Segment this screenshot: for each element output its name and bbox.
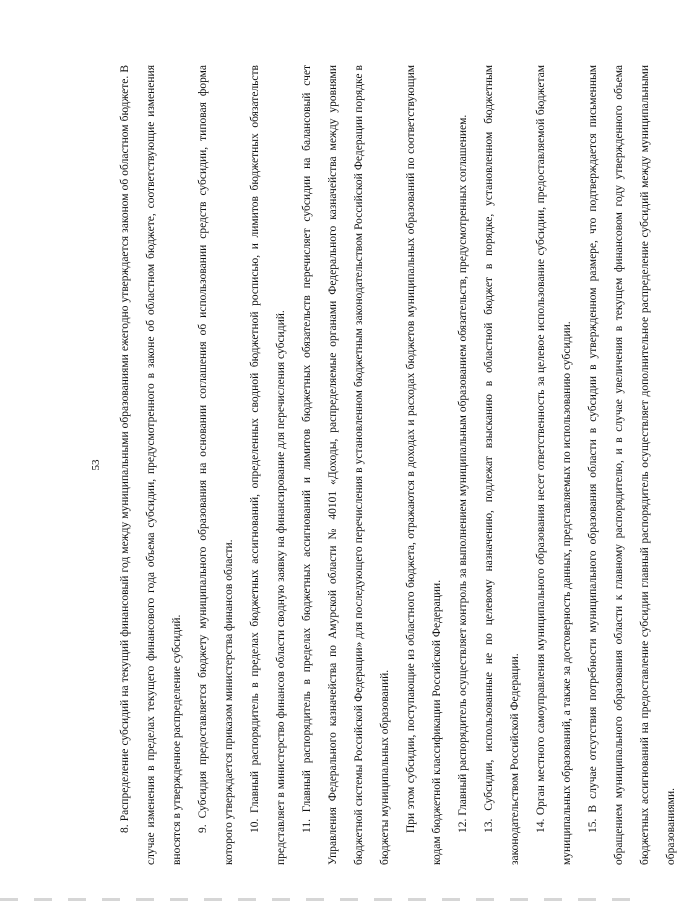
paragraph-8: 8. Распределение субсидий на текущий финансовый год между муниципальными образованиями ежегодно утверждается законом об областном бюджете. В случае изменения в пределах текущего финансового года объема субсидии, предусмотренного в законе об областном бюджете, соответствующие изменения вносятся в утвержденное распределение субсидий. xyxy=(119,65,183,865)
paragraph-14: 14. Орган местного самоуправления муниципального образования несет ответственность за целевое использование субсидии, предоставляемой бюджетам муниципальных образований, а также за достоверность данных, представляемых по использованию субсидии. xyxy=(535,65,573,865)
paragraph-15: 15. В случае отсутствия потребности муниципального образования области в субсидии в утвержденном размере, что подтверждается письменным обращением муниципального образования области к главному распорядителю, и в случае увеличения в текущем финансовом году утвержденного объема бюджетных ассигнований на предоставление субсидии главный распорядитель осуществляет дополнительное распределение субсидий между муниципальными образованиями. xyxy=(587,65,677,865)
paragraph-12: 12. Главный распорядитель осуществляет контроль за выполнением муниципальным образованием обязательств, предусмотренных соглашением. xyxy=(457,114,469,833)
page-number: 53 xyxy=(90,459,102,471)
paragraph-13: 13. Субсидии, использованные не по целевому назначению, подлежат взысканию в областной бюджет в порядке, установленном бюджетным законодательством Российской Федерации. xyxy=(483,65,521,865)
rotated-page-content xyxy=(90,65,677,865)
paragraph-9: 9. Субсидия предоставляется бюджету муниципального образования на основании соглашения об использовании средств субсидии, типовая форма которого утверждается приказом министерства финансов области. xyxy=(197,65,235,865)
paragraph-11-continued: При этом субсидии, поступающие из областного бюджета, отражаются в доходах и расходах бюджетов муниципальных образований по соответствующим кодам бюджетной классификации Российской Федерации. xyxy=(405,65,443,865)
paragraph-10: 10. Главный распорядитель в пределах бюджетных ассигнований, определенных сводной бюджетной росписью, и лимитов бюджетных обязательств представляет в министерство финансов области сводную заявку на финансирование для перечисления субсидий. xyxy=(249,65,287,865)
document-body xyxy=(112,65,684,865)
paragraph-11: 11. Главный распорядитель в пределах бюджетных ассигнований и лимитов бюджетных обязательств перечисляет субсидии на балансовый счет Управления Федерального казначейства по Амурской области № 40101 «Доходы, распределяемые органами Федерального казначейства между уровнями бюджетной системы Российской Федерации» для последующего перечисления в установленном бюджетным законодательством Российской Федерации порядке в бюджеты муниципальных образований. xyxy=(301,65,391,865)
scan-edge-marks xyxy=(0,898,640,901)
